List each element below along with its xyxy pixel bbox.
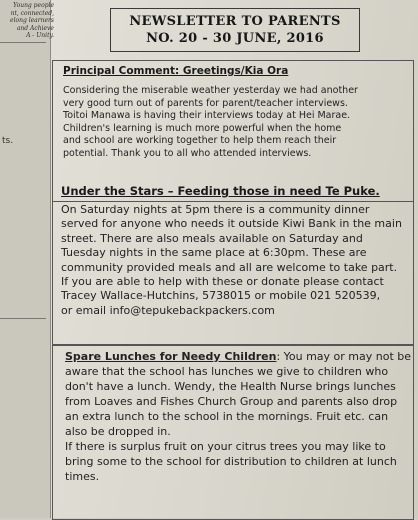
text-line: aware that the school has lunches we give to children who xyxy=(65,365,389,378)
motto-line: elong learners xyxy=(10,17,54,25)
principal-comment-heading: Principal Comment: Greetings/Kia Ora xyxy=(63,65,289,77)
text-line: community provided meals and all are welcome to take part. xyxy=(61,260,398,274)
motto-line: A - Unity. xyxy=(26,32,54,40)
adjacent-page-rule xyxy=(0,42,46,43)
spare-lunches-body xyxy=(65,349,412,484)
text-line: times. xyxy=(65,470,100,483)
text-fragment: : You may or may not be xyxy=(276,350,412,363)
text-line: an extra lunch to the school in the mornings. Fruit etc. can xyxy=(65,410,389,423)
adjacent-page-rule xyxy=(0,318,46,319)
under-the-stars-body xyxy=(61,203,405,318)
text-line xyxy=(65,349,412,364)
adjacent-page-fragment: ts. xyxy=(2,136,14,146)
text-line: don't have a lunch. Wendy, the Health Nurse brings lunches xyxy=(65,380,396,393)
text-line: If there is surplus fruit on your citrus trees you may like to xyxy=(65,440,386,453)
newsletter-title: NEWSLETTER TO PARENTS xyxy=(129,14,341,29)
text-line: bring some to the school for distribution to children at lunch xyxy=(65,455,397,468)
text-line: potential. Thank you to all who attended interviews. xyxy=(63,147,312,159)
text-line: or email info@tepukebackpackers.com xyxy=(61,303,275,317)
principal-comment-body xyxy=(63,85,405,161)
text-line: On Saturday nights at 5pm there is a community dinner xyxy=(61,203,370,216)
text-line: Toitoi Manawa is having their interviews today at Hei Marae. xyxy=(63,110,351,122)
text-line: and school are working together to help them reach their xyxy=(63,135,337,147)
under-the-stars-section xyxy=(52,180,414,346)
motto-line: nt, connected, xyxy=(10,9,54,17)
spare-lunches-section xyxy=(52,344,414,520)
spare-lunches-heading: Spare Lunches for Needy Children xyxy=(65,350,277,363)
motto-line: Young people xyxy=(13,2,54,9)
text-line: street. There are also meals available on Saturday and xyxy=(61,231,363,245)
issue-number-date: NO. 20 - 30 JUNE, 2016 xyxy=(146,31,324,46)
under-the-stars-heading: Under the Stars – Feeding those in need Te Puke. xyxy=(61,184,380,198)
text-line: from Loaves and Fishes Church Group and parents also drop xyxy=(65,395,398,408)
newsletter-title-box xyxy=(110,8,360,52)
text-line: Tuesday nights in the same place at 6:30pm. These are xyxy=(61,246,367,260)
text-line: Tracey Wallace-Hutchins, 5738015 or mobile 021 520539, xyxy=(61,289,381,303)
text-line: very good turn out of parents for parent/teacher interviews. xyxy=(63,97,348,109)
text-line: If you are able to help with these or donate please contact xyxy=(61,275,384,289)
text-line: served for anyone who needs it outside Kiwi Bank in the main xyxy=(61,217,402,231)
text-line: Children's learning is much more powerful when the home xyxy=(63,122,342,134)
motto-line: and Achieve xyxy=(16,24,54,32)
adjacent-page-motto xyxy=(0,2,54,40)
text-line: also be dropped in. xyxy=(65,425,171,438)
adjacent-page-strip xyxy=(0,0,51,518)
text-line: Considering the miserable weather yesterday we had another xyxy=(63,85,358,96)
